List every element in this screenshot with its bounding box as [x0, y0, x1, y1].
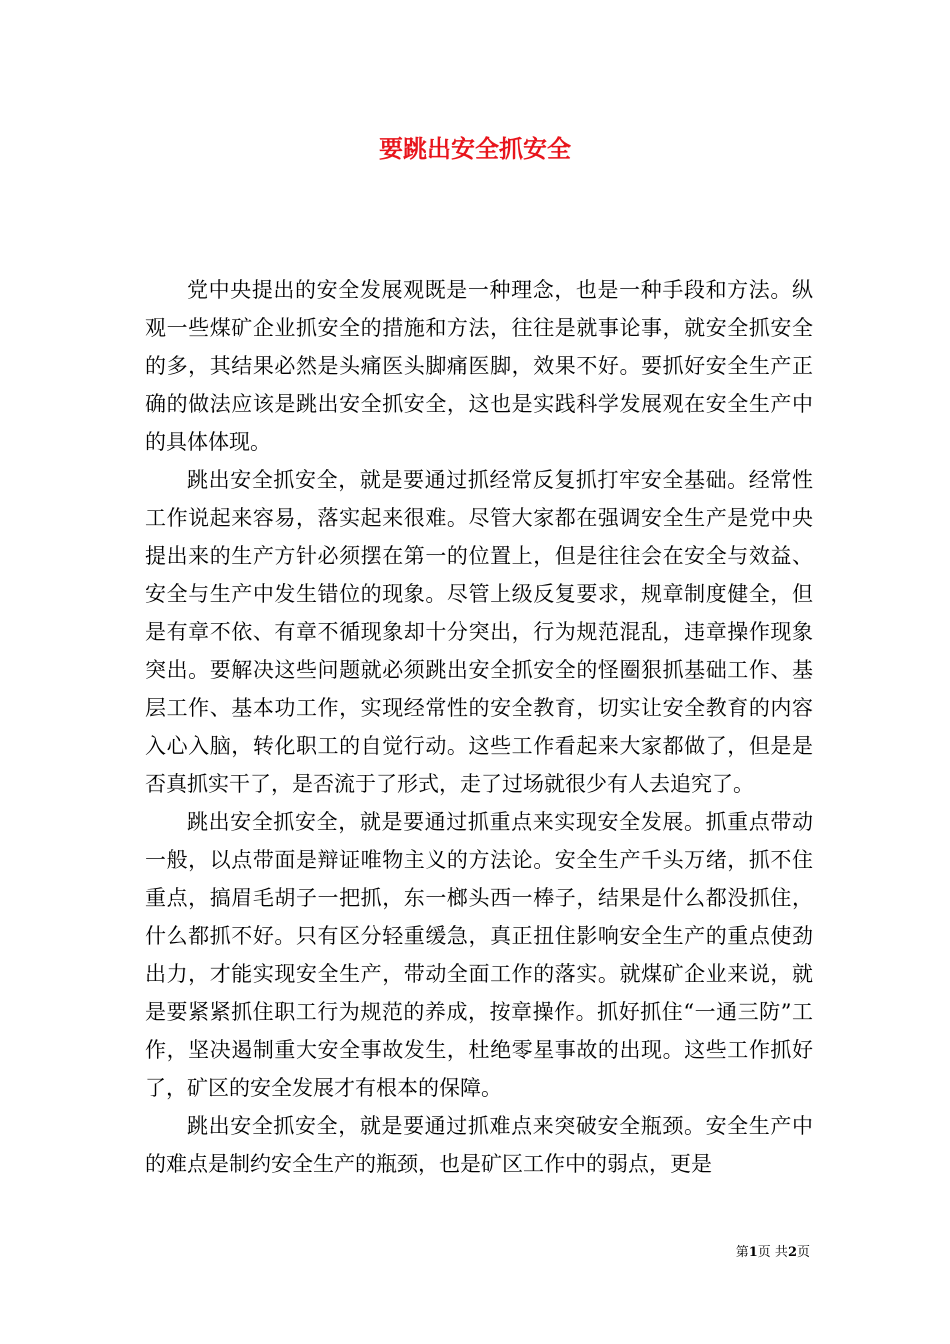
- paragraph-1: 党中央提出的安全发展观既是一种理念，也是一种手段和方法。纵观一些煤矿企业抓安全的措施和方法，往往是就事论事，就安全抓安全的多，其结果必然是头痛医头脚痛医脚，效果不好。要抓好安全生产正确的做法应该是跳出安全抓安全，这也是实践科学发展观在安全生产中的具体体现。: [145, 278, 813, 454]
- paragraph-2: 跳出安全抓安全，就是要通过抓经常反复抓打牢安全基础。经常性工作说起来容易，落实起来很难。尽管大家都在强调安全生产是党中央提出来的生产方针必须摆在第一的位置上，但是往往会在安全与效益、安全与生产中发生错位的现象。尽管上级反复要求，规章制度健全，但是有章不依、有章不循现象却十分突出，行为规范混乱，违章操作现象突出。要解决这些问题就必须跳出安全抓安全的怪圈狠抓基础工作、基层工作、基本功工作，实现经常性的安全教育，切实让安全教育的内容入心入脑，转化职工的自觉行动。这些工作看起来大家都做了，但是是否真抓实干了，是否流于了形式，走了过场就很少有人去追究了。: [145, 468, 813, 796]
- footer-prefix: 第: [735, 1245, 749, 1260]
- footer-suffix: 页: [796, 1245, 810, 1260]
- paragraph-3: 跳出安全抓安全，就是要通过抓重点来实现安全发展。抓重点带动一般，以点带面是辩证唯物主义的方法论。安全生产千头万绪，抓不住重点，搞眉毛胡子一把抓，东一榔头西一棒子，结果是什么都没抓住，什么都抓不好。只有区分轻重缓急，真正扭住影响安全生产的重点使劲出力，才能实现安全生产，带动全面工作的落实。就煤矿企业来说，就是要紧紧抓住职工行为规范的养成，按章操作。抓好抓住“一通三防”工作，坚决遏制重大安全事故发生，杜绝零星事故的出现。这些工作抓好了，矿区的安全发展才有根本的保障。: [145, 810, 813, 1100]
- page-number-footer: [690, 1244, 810, 1262]
- total-page-number: 2: [787, 1245, 797, 1260]
- document-title: 要跳出安全抓安全: [379, 134, 571, 163]
- footer-middle: 页 共: [757, 1245, 788, 1260]
- document-body: [145, 271, 813, 1183]
- current-page-number: 1: [748, 1245, 758, 1260]
- paragraph-4: 跳出安全抓安全，就是要通过抓难点来突破安全瓶颈。安全生产中的难点是制约安全生产的瓶颈，也是矿区工作中的弱点，更是: [145, 1114, 813, 1176]
